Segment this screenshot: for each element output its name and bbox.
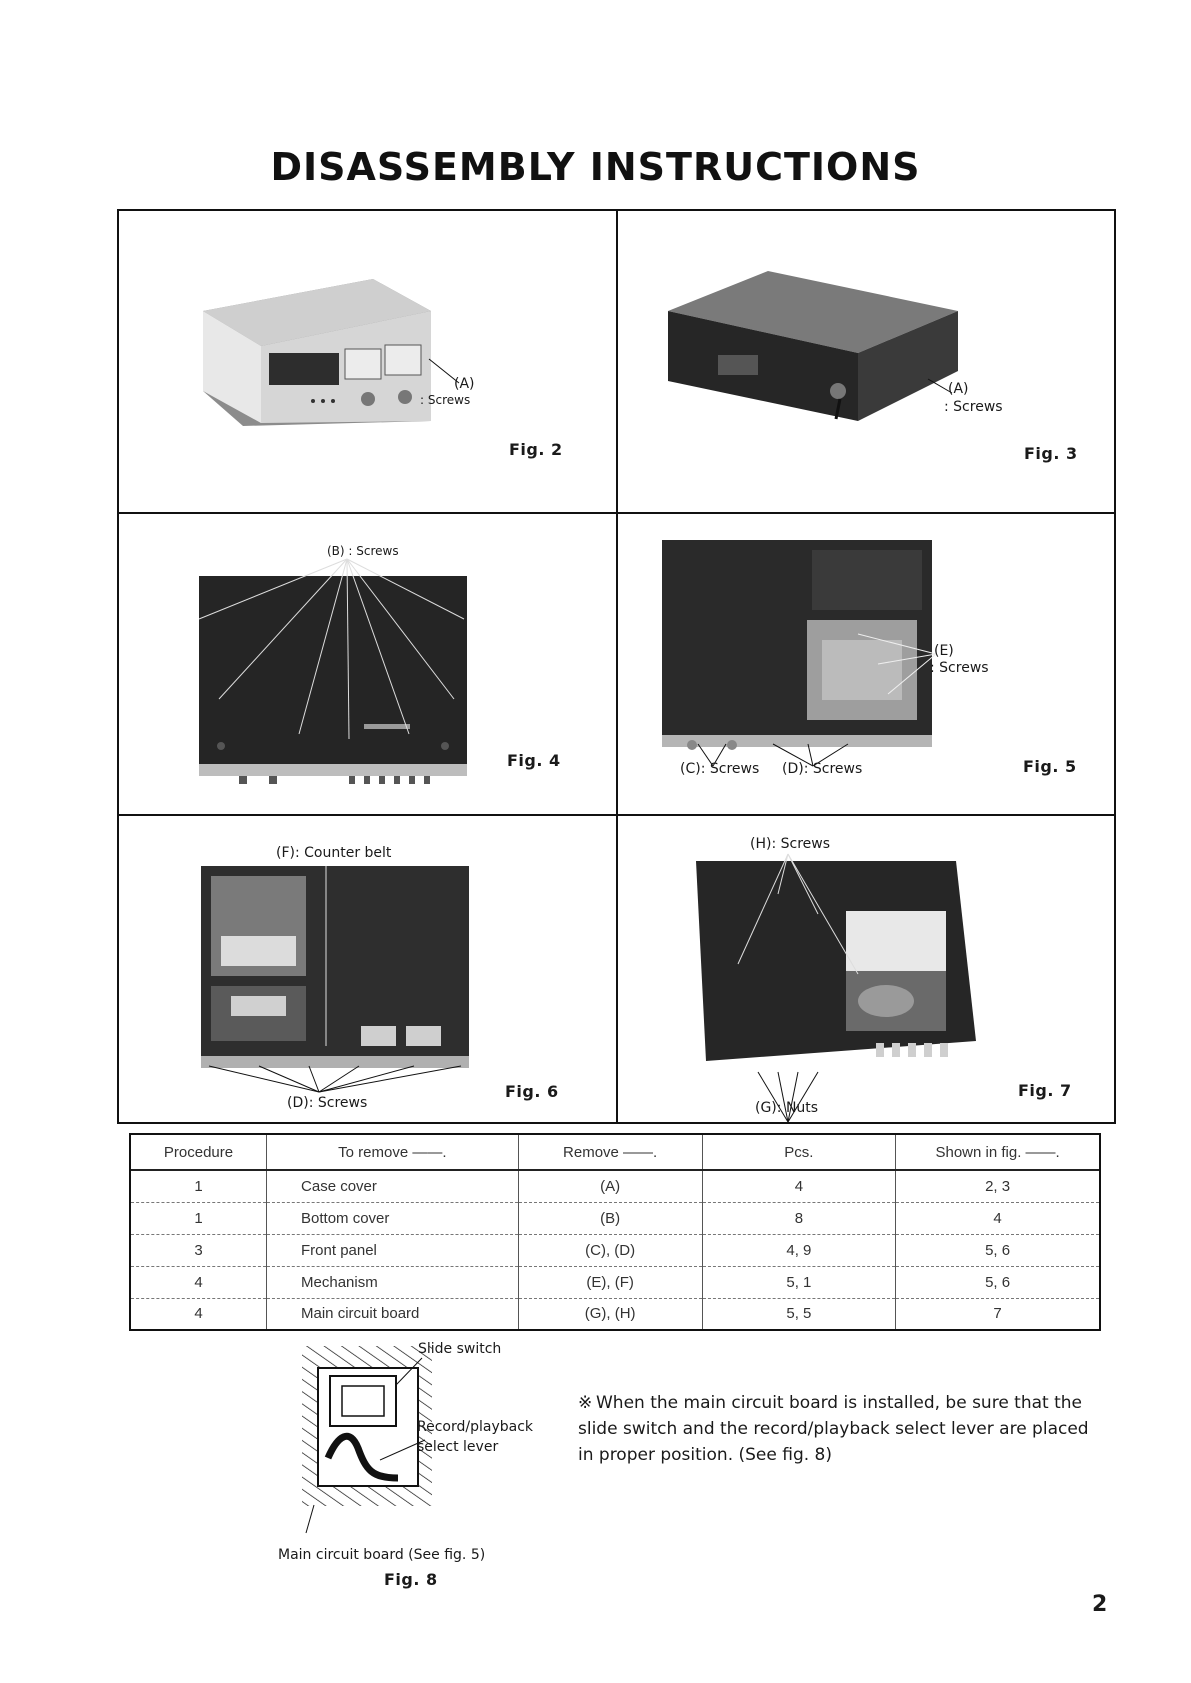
cell-to-remove: Main circuit board — [267, 1298, 519, 1329]
table-row — [131, 1266, 1099, 1298]
figure-7 — [618, 816, 1114, 1122]
figure-5 — [618, 514, 1114, 814]
table-row — [131, 1298, 1099, 1329]
fig-6-label: Fig. 6 — [505, 1082, 559, 1101]
cell-remove: (B) — [518, 1203, 702, 1235]
note-text: When the main circuit board is installed, be sure that the slide switch and the record/playback select lever are placed in proper position. (See fig. 8) — [578, 1393, 1089, 1465]
page-title: DISASSEMBLY INSTRUCTIONS — [270, 145, 921, 189]
callout-a: (A) — [948, 381, 969, 397]
cell-shown-in-fig: 5, 6 — [896, 1266, 1099, 1298]
cell-pcs: 4 — [702, 1170, 896, 1203]
callout-d-screws: (D): Screws — [287, 1095, 368, 1111]
cell-remove: (G), (H) — [518, 1298, 702, 1329]
cell-procedure: 1 — [131, 1203, 267, 1235]
cell-shown-in-fig: 2, 3 — [896, 1170, 1099, 1203]
cell-to-remove: Front panel — [267, 1234, 519, 1266]
table-row — [131, 1234, 1099, 1266]
installation-note — [578, 1390, 1098, 1468]
callout-f-counter-belt: (F): Counter belt — [276, 845, 392, 861]
screw-leaders — [199, 1066, 469, 1096]
screw-leaders — [199, 559, 499, 759]
screw-leaders — [718, 854, 918, 1124]
figure-2 — [119, 211, 616, 512]
callout-screws: : Screws — [420, 393, 471, 407]
table-header-row — [131, 1135, 1099, 1170]
header-remove: Remove ——. — [518, 1135, 702, 1170]
cassette-deck-front-photo — [173, 271, 433, 431]
lever-label-line1: Record/playback — [417, 1419, 533, 1435]
callout-c-screws: (C): Screws — [680, 761, 760, 777]
page-number: 2 — [1092, 1592, 1108, 1617]
cell-remove: (E), (F) — [518, 1266, 702, 1298]
callout-g-nuts: (G): Nuts — [755, 1100, 819, 1116]
main-board-label: Main circuit board (See fig. 5) — [278, 1547, 486, 1563]
fig-2-label: Fig. 2 — [509, 440, 563, 459]
cell-shown-in-fig: 7 — [896, 1298, 1099, 1329]
fig-4-label: Fig. 4 — [507, 751, 561, 770]
header-pcs: Pcs. — [702, 1135, 896, 1170]
callout-e: (E) — [934, 643, 954, 659]
header-to-remove: To remove ——. — [267, 1135, 519, 1170]
fig-8-label: Fig. 8 — [384, 1570, 438, 1589]
header-shown-in-fig: Shown in fig. ——. — [896, 1135, 1099, 1170]
cell-pcs: 5, 5 — [702, 1298, 896, 1329]
cell-pcs: 4, 9 — [702, 1234, 896, 1266]
callout-d-screws: (D): Screws — [782, 761, 863, 777]
cassette-deck-rear-photo — [668, 271, 958, 421]
counter-belt-photo — [201, 866, 469, 1076]
callout-screws: : Screws — [944, 399, 1003, 415]
fig-7-label: Fig. 7 — [1018, 1081, 1072, 1100]
cell-procedure: 1 — [131, 1170, 267, 1203]
cell-procedure: 3 — [131, 1234, 267, 1266]
cell-remove: (C), (D) — [518, 1234, 702, 1266]
figure-3 — [618, 211, 1114, 512]
procedure-table — [129, 1133, 1101, 1331]
cell-to-remove: Mechanism — [267, 1266, 519, 1298]
callout-h-screws: (H): Screws — [750, 836, 831, 852]
cell-procedure: 4 — [194, 1305, 203, 1323]
figure-4 — [119, 514, 616, 814]
table-row — [131, 1203, 1099, 1235]
callout-e-screws: : Screws — [930, 660, 989, 676]
note-mark: ※ — [578, 1393, 593, 1413]
slide-switch-label: Slide switch — [418, 1341, 502, 1357]
figure-grid — [117, 209, 1116, 1124]
lever-label-line2: select lever — [417, 1439, 499, 1455]
cell-pcs: 8 — [702, 1203, 896, 1235]
callout-a: (A) — [454, 376, 475, 392]
cell-remove: (A) — [518, 1170, 702, 1203]
callout-b-screws: (B) : Screws — [327, 544, 399, 558]
header-procedure: Procedure — [131, 1135, 267, 1170]
cell-shown-in-fig: 4 — [896, 1203, 1099, 1235]
cell-shown-in-fig: 5, 6 — [896, 1234, 1099, 1266]
cell-to-remove: Case cover — [267, 1170, 519, 1203]
fig-3-label: Fig. 3 — [1024, 444, 1078, 463]
screw-leaders — [818, 624, 948, 764]
fig-5-label: Fig. 5 — [1023, 757, 1077, 776]
cell-pcs: 5, 1 — [702, 1266, 896, 1298]
figure-8 — [280, 1340, 580, 1600]
cell-to-remove: Bottom cover — [267, 1203, 519, 1235]
cell-procedure: 4 — [131, 1266, 267, 1298]
figure-6 — [119, 816, 616, 1122]
table-row — [131, 1170, 1099, 1203]
